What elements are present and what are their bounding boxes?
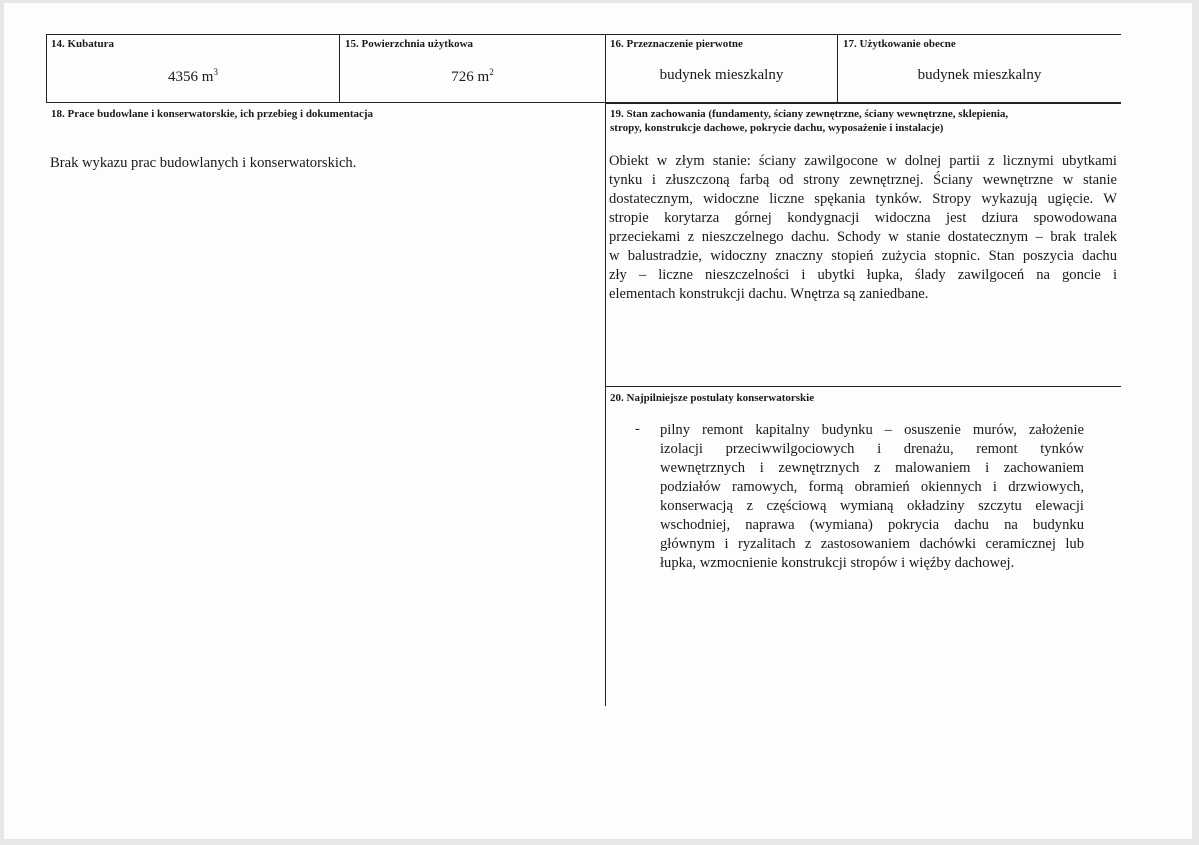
f15-value-text: 726 m bbox=[451, 69, 490, 85]
f17-label: 17. Użytkowanie obecne bbox=[843, 38, 956, 50]
f15-value bbox=[340, 67, 605, 86]
f19-text bbox=[609, 152, 1117, 304]
f20-line: wschodniej, naprawa (wymiana) pokrycia dachu na budynku bbox=[660, 517, 1084, 533]
f20-text bbox=[660, 421, 1084, 573]
f19-header-rule bbox=[606, 103, 1121, 104]
f20-line: podziałów ramowych, formą obramień okiennych i drzwiowych, bbox=[660, 479, 1084, 495]
f16-label: 16. Przeznaczenie pierwotne bbox=[610, 38, 743, 50]
f20-line: łupka, wzmocnienie konstrukcji stropów i więźby dachowej. bbox=[660, 555, 1015, 571]
f17-value: budynek mieszkalny bbox=[917, 67, 1042, 83]
f19-line: tynku i złuszczoną farbą od strony zewnętrznej. Ściany wewnętrzne w stanie bbox=[609, 172, 1117, 188]
top-rule bbox=[46, 34, 1121, 35]
f19-line: zły – liczne nieszczelności i ubytki łupka, ślady zawilgoceń na goncie i bbox=[609, 267, 1117, 283]
f14-value bbox=[47, 67, 339, 86]
col-divider-main bbox=[605, 34, 606, 706]
f14-value-text: 4356 m bbox=[168, 69, 214, 85]
f20-line: głównym i ryzalitach z zastosowaniem dachówki ceramicznej lub bbox=[660, 536, 1084, 552]
f20-line: izolacji przeciwwilgociowych i drenażu, remont tynków bbox=[660, 441, 1084, 457]
f19-line: stropie korytarza górnej kondygnacji widoczna jest dziura spowodowana bbox=[609, 210, 1117, 226]
f20-top-rule bbox=[606, 386, 1121, 387]
f20-bullet: - bbox=[635, 421, 640, 437]
form-sheet bbox=[4, 3, 1192, 839]
f19-line: przeciekami z nieszczelnego dachu. Schody w stanie dostatecznym – brak tralek bbox=[609, 229, 1117, 245]
f19-label-line2: stropy, konstrukcje dachowe, pokrycie dachu, wyposażenie i instalacje) bbox=[610, 122, 944, 134]
f19-label-line1: 19. Stan zachowania (fundamenty, ściany zewnętrzne, ściany wewnętrzne, sklepienia, bbox=[610, 108, 1009, 120]
f16-value: budynek mieszkalny bbox=[659, 67, 784, 83]
f19-line: dostatecznym, widoczne liczne spękania tynków. Stropy wykazują ugięcie. W bbox=[609, 191, 1117, 207]
f20-label: 20. Najpilniejsze postulaty konserwatorskie bbox=[610, 392, 815, 404]
f15-label: 15. Powierzchnia użytkowa bbox=[345, 38, 474, 50]
f14-label: 14. Kubatura bbox=[51, 38, 114, 50]
f19-line: elementach konstrukcji dachu. Wnętrza są zaniedbane. bbox=[609, 286, 929, 302]
f19-line: w balustradzie, widoczny znaczny stopień zużycia stopnic. Stan poszycia dachu bbox=[609, 248, 1117, 264]
f15-unit-sup: 2 bbox=[489, 67, 494, 77]
f18-text: Brak wykazu prac budowlanych i konserwatorskich. bbox=[50, 155, 357, 171]
f19-line: Obiekt w złym stanie: ściany zawilgocone w dolnej partii z licznymi ubytkami bbox=[609, 153, 1117, 169]
f20-line: wewnętrznych i zewnętrznych z malowaniem i zachowaniem bbox=[660, 460, 1084, 476]
f18-label: 18. Prace budowlane i konserwatorskie, ich przebieg i dokumentacja bbox=[51, 108, 374, 120]
f20-line: konserwacją z częściową wymianą okładziny szczytu elewacji bbox=[660, 498, 1084, 514]
f20-line: pilny remont kapitalny budynku – osuszenie murów, założenie bbox=[660, 422, 1084, 438]
f14-unit-sup: 3 bbox=[213, 67, 218, 77]
